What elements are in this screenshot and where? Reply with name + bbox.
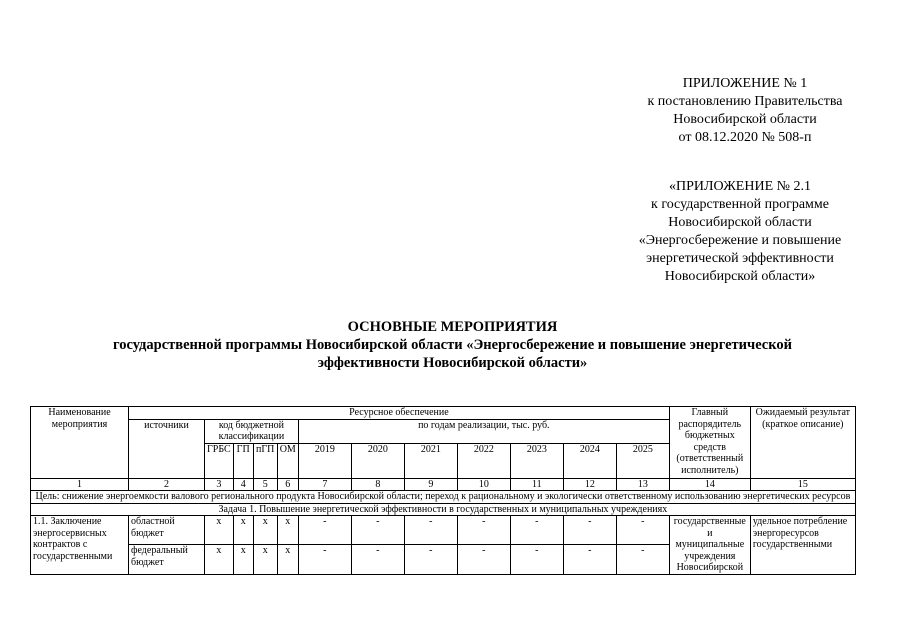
header-code: ОМ: [277, 443, 298, 478]
expected-result: удельное потребление энергоресурсов государственными: [750, 516, 855, 575]
appendix-1-line: к постановлению Правительства: [647, 94, 843, 109]
appendix-2-line: «ПРИЛОЖЕНИЕ № 2.1: [669, 179, 811, 194]
column-number: 12: [563, 478, 616, 491]
header-year: 2022: [457, 443, 510, 478]
title-line: эффективности Новосибирской области»: [317, 355, 588, 371]
goal-text: Цель: снижение энергоемкости валового регионального продукта Новосибирской области; переход к рациональному и экологически ответственному использованию энергетических ресурсов: [31, 491, 856, 504]
column-number: 5: [253, 478, 277, 491]
column-number: 7: [298, 478, 351, 491]
header-year: 2019: [298, 443, 351, 478]
responsible-manager: государственные и муниципальные учреждения Новосибирской: [669, 516, 750, 575]
goal-row: [31, 491, 856, 504]
header-year: 2025: [616, 443, 669, 478]
column-number: 6: [277, 478, 298, 491]
document-title: [40, 318, 865, 372]
task-text: Задача 1. Повышение энергетической эффективности в государственных и муниципальных учреждениях: [31, 503, 856, 516]
year-value: -: [616, 545, 669, 574]
year-value: -: [510, 545, 563, 574]
header-year: 2021: [404, 443, 457, 478]
funding-source: федеральный бюджет: [129, 545, 205, 574]
header-sources: источники: [129, 419, 205, 478]
year-value: -: [616, 516, 669, 545]
task-row: [31, 503, 856, 516]
budget-code-cell: х: [233, 545, 253, 574]
header-manager: Главный распорядитель бюджетных средств (ответственный исполнитель): [669, 407, 750, 479]
column-number: 2: [129, 478, 205, 491]
year-value: -: [351, 545, 404, 574]
column-number: 9: [404, 478, 457, 491]
event-name: 1.1. Заключение энергосервисных контрактов с государственными: [31, 516, 129, 575]
header-year: 2020: [351, 443, 404, 478]
appendix-2-1-block: [610, 178, 870, 286]
year-value: -: [563, 545, 616, 574]
year-value: -: [298, 545, 351, 574]
year-value: -: [510, 516, 563, 545]
column-number: 14: [669, 478, 750, 491]
appendix-2-line: «Энергосбережение и повышение: [638, 233, 842, 248]
budget-code-cell: х: [253, 516, 277, 545]
year-value: -: [404, 516, 457, 545]
budget-code-cell: х: [205, 516, 234, 545]
header-by-years: по годам реализации, тыс. руб.: [298, 419, 669, 443]
appendix-1-block: [610, 75, 880, 147]
column-number: 3: [205, 478, 234, 491]
budget-code-cell: х: [277, 516, 298, 545]
budget-code-cell: х: [233, 516, 253, 545]
title-line: ОСНОВНЫЕ МЕРОПРИЯТИЯ: [347, 319, 558, 335]
year-value: -: [563, 516, 616, 545]
column-number: 8: [351, 478, 404, 491]
appendix-1-line: от 08.12.2020 № 508-п: [678, 130, 812, 145]
column-number: 1: [31, 478, 129, 491]
budget-code-cell: х: [253, 545, 277, 574]
appendix-2-line: к государственной программе: [651, 197, 829, 212]
header-row: [31, 407, 856, 420]
header-budget-code: код бюджетной классификации: [205, 419, 299, 443]
header-year: 2024: [563, 443, 616, 478]
table-row: [31, 516, 856, 545]
year-value: -: [404, 545, 457, 574]
events-table: [30, 406, 856, 575]
header-year: 2023: [510, 443, 563, 478]
header-result: Ожидаемый результат (краткое описание): [750, 407, 855, 479]
appendix-2-line: Новосибирской области»: [664, 269, 816, 284]
header-resource: Ресурсное обеспечение: [129, 407, 670, 420]
year-value: -: [457, 545, 510, 574]
column-number-row: [31, 478, 856, 491]
column-number: 15: [750, 478, 855, 491]
header-code: ГП: [233, 443, 253, 478]
column-number: 13: [616, 478, 669, 491]
appendix-2-line: энергетической эффективности: [646, 251, 834, 266]
appendix-1-line: Новосибирской области: [673, 112, 817, 127]
header-event-name: Наименование мероприятия: [31, 407, 129, 479]
header-code: ГРБС: [205, 443, 234, 478]
funding-source: областной бюджет: [129, 516, 205, 545]
title-line: государственной программы Новосибирской области «Энергосбережение и повышение энергетической: [112, 337, 793, 353]
year-value: -: [457, 516, 510, 545]
column-number: 11: [510, 478, 563, 491]
appendix-1-line: ПРИЛОЖЕНИЕ № 1: [682, 76, 808, 91]
budget-code-cell: х: [205, 545, 234, 574]
year-value: -: [351, 516, 404, 545]
budget-code-cell: х: [277, 545, 298, 574]
header-code: пГП: [253, 443, 277, 478]
year-value: -: [298, 516, 351, 545]
column-number: 10: [457, 478, 510, 491]
column-number: 4: [233, 478, 253, 491]
appendix-2-line: Новосибирской области: [668, 215, 812, 230]
